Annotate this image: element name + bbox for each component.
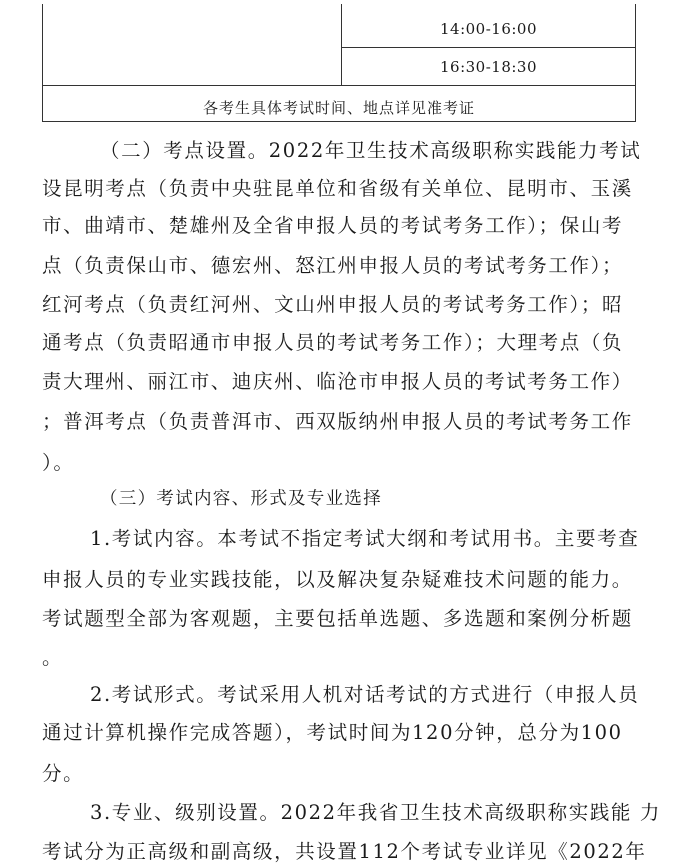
text-line: ；普洱考点（负责普洱市、西双版纳州申报人员的考试考务工作 bbox=[42, 410, 633, 433]
text-line: 设昆明考点（负责中央驻昆单位和省级有关单位、昆明市、玉溪 bbox=[42, 177, 633, 200]
text-line: 申报人员的专业实践技能，以及解决复杂疑难技术问题的能力。 bbox=[42, 568, 633, 591]
schedule-table bbox=[42, 4, 636, 122]
text-line: 3.专业、级别设置。2022年我省卫生技术高级职称实践能 力 bbox=[90, 801, 661, 824]
text-line: 2.考试形式。考试采用人机对话考试的方式进行（申报人员 bbox=[90, 683, 640, 706]
time-slot-1: 14:00-16:00 bbox=[439, 20, 538, 38]
text-line: 通过计算机操作完成答题），考试时间为120分钟，总分为100 bbox=[42, 721, 623, 744]
text-line: 点（负责保山市、德宏州、怒江州申报人员的考试考务工作）； bbox=[42, 254, 624, 277]
text-line: 责大理州、丽江市、迪庆州、临沧市申报人员的考试考务工作） bbox=[42, 370, 633, 393]
text-line: 1.考试内容。本考试不指定考试大纲和考试用书。主要考查 bbox=[90, 527, 640, 550]
table-note: 各考生具体考试时间、地点详见准考证 bbox=[202, 99, 475, 117]
text-line: 通考点（负责昭通市申报人员的考试考务工作）；大理考点（负 bbox=[42, 331, 624, 354]
text-line: ）。 bbox=[42, 451, 75, 474]
text-line: 分。 bbox=[42, 762, 85, 785]
text-line: 考试分为正高级和副高级，共设置112个考试专业详见《2022年 bbox=[42, 840, 647, 863]
section-heading: （三）考试内容、形式及专业选择 bbox=[100, 489, 382, 509]
text-line: 。 bbox=[42, 646, 64, 669]
text-line: 红河考点（负责红河州、文山州申报人员的考试考务工作）；昭 bbox=[42, 293, 624, 316]
table-row-divider bbox=[341, 47, 635, 48]
text-line: 市、曲靖市、楚雄州及全省申报人员的考试考务工作）；保山考 bbox=[42, 214, 624, 237]
text-line: （二）考点设置。2022年卫生技术高级职称实践能力考试 bbox=[100, 139, 642, 162]
text-line: 考试题型全部为客观题，主要包括单选题、多选题和案例分析题 bbox=[42, 607, 633, 630]
table-row-divider bbox=[43, 85, 635, 86]
time-slot-2: 16:30-18:30 bbox=[439, 58, 538, 76]
